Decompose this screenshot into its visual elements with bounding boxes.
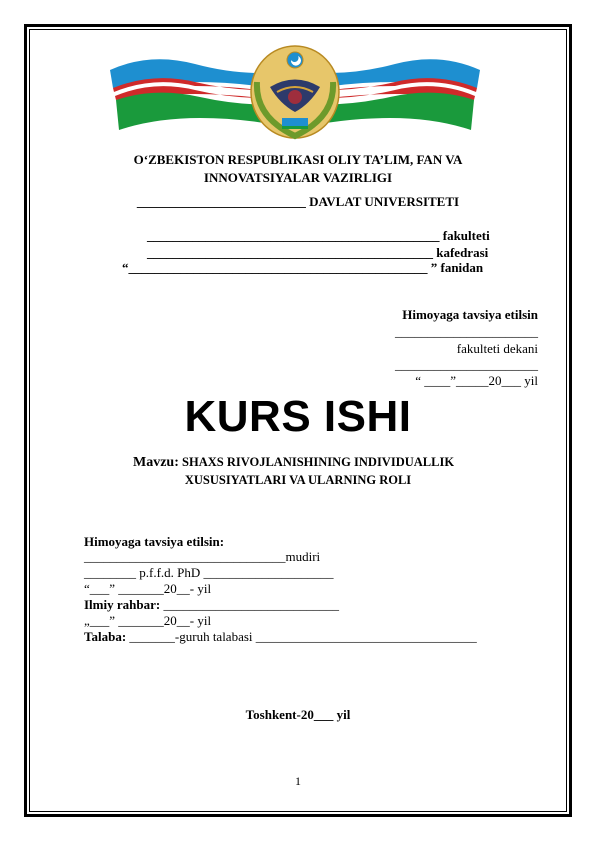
approval-heading: Himoyaga tavsiya etilsin bbox=[402, 307, 538, 322]
approval-blank-2: ______________________ bbox=[395, 357, 538, 372]
ministry-line-1: O‘ZBEKISTON RESPUBLIKASI OLIY TA’LIM, FAN VA bbox=[133, 152, 463, 167]
topic-line-1 bbox=[133, 455, 454, 471]
phd-line: ________ p.f.f.d. PhD ____________________ bbox=[84, 565, 334, 580]
ministry-line-2: INNOVATSIYALAR VAZIRLIGI bbox=[203, 170, 393, 185]
university-line: __________________________ DAVLAT UNIVERSITETI bbox=[136, 194, 460, 209]
head-of-department-line: _______________________________mudiri bbox=[84, 549, 321, 564]
uzbekistan-emblem-with-flags bbox=[105, 42, 485, 140]
document-title: KURS ISHI bbox=[184, 392, 412, 441]
date-line-2: „___” _______20__- yil bbox=[84, 613, 212, 628]
student-label: Talaba: bbox=[84, 629, 127, 644]
advisor-line bbox=[84, 597, 339, 613]
student-rest: _______-guruh talabasi __________________________________ bbox=[126, 629, 477, 644]
student-line bbox=[84, 629, 477, 645]
topic-label: Mavzu: bbox=[133, 455, 179, 470]
advisor-label: Ilmiy rahbar: bbox=[84, 597, 161, 612]
dean-label: fakulteti dekani bbox=[456, 341, 538, 356]
topic-line-2: XUSUSIYATLARI VA ULARNING ROLI bbox=[184, 473, 412, 487]
faculty-line: _____________________________________________ fakulteti bbox=[147, 228, 490, 243]
department-line: ____________________________________________ kafedrasi bbox=[147, 245, 489, 260]
date-line-1: “___” _______20__- yil bbox=[84, 581, 212, 596]
approval-blank-1: ______________________ bbox=[395, 324, 538, 339]
advisor-blank: ___________________________ bbox=[160, 597, 339, 612]
topic-text-1: SHAXS RIVOJLANISHINING INDIVIDUALLIK bbox=[182, 455, 455, 469]
page-number: 1 bbox=[295, 774, 301, 788]
approval-date: “ ____”_____20___ yil bbox=[415, 373, 538, 388]
subject-line: “______________________________________________ ” fanidan bbox=[122, 260, 484, 275]
state-emblem-icon bbox=[251, 46, 339, 138]
bottom-approval-heading: Himoyaga tavsiya etilsin: bbox=[84, 534, 225, 549]
city-year: Toshkent-20___ yil bbox=[245, 707, 351, 722]
